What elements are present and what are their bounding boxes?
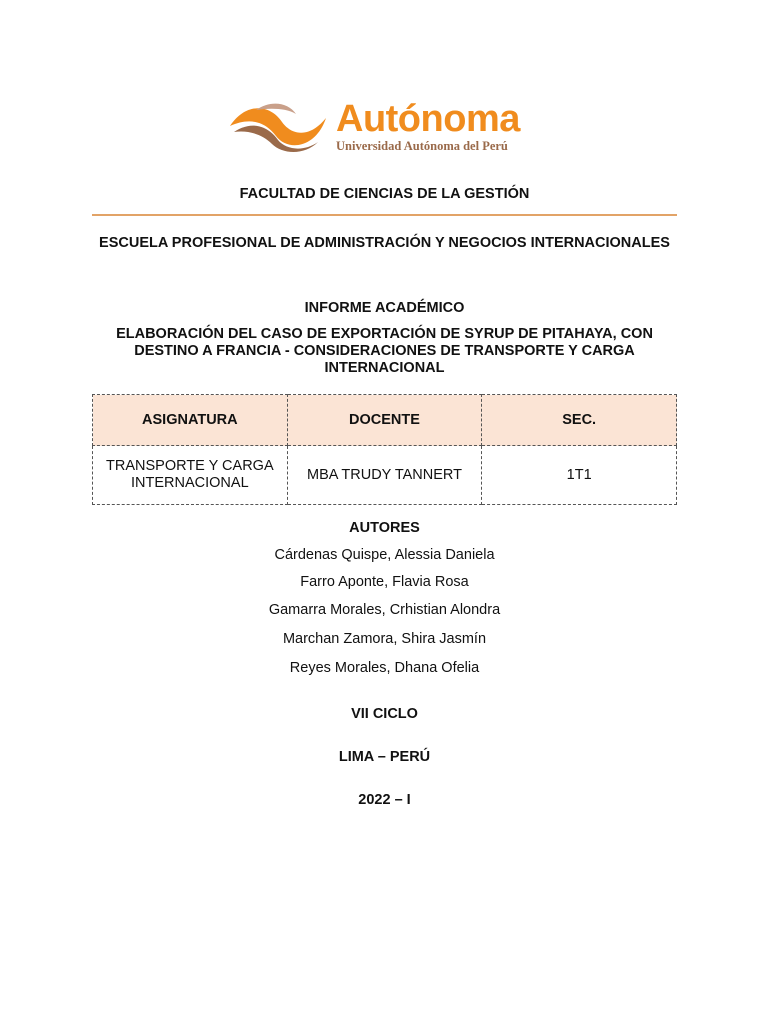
header-sec: SEC. <box>482 395 677 446</box>
autonoma-swoosh-icon <box>226 96 330 156</box>
faculty-name: FACULTAD DE CIENCIAS DE LA GESTIÓN <box>239 186 530 202</box>
author-name: Marchan Zamora, Shira Jasmín <box>282 631 487 647</box>
author-name: Farro Aponte, Flavia Rosa <box>300 574 469 590</box>
report-type: INFORME ACADÉMICO <box>304 300 465 316</box>
authors-heading: AUTORES <box>349 520 420 536</box>
author-name: Cárdenas Quispe, Alessia Daniela <box>274 547 495 563</box>
cell-docente: MBA TRUDY TANNERT <box>287 446 482 505</box>
header-divider <box>92 214 677 216</box>
academic-cycle: VII CICLO <box>351 706 418 722</box>
author-name: Reyes Morales, Dhana Ofelia <box>289 660 480 676</box>
university-logo <box>226 94 546 158</box>
logo-brand-name: Autónoma <box>336 97 520 140</box>
academic-year: 2022 – I <box>358 792 411 808</box>
cell-asignatura: TRANSPORTE Y CARGA INTERNACIONAL <box>93 446 288 505</box>
course-info-table <box>92 394 677 505</box>
logo-subtitle: Universidad Autónoma del Perú <box>336 138 508 153</box>
header-docente: DOCENTE <box>287 395 482 446</box>
city-country: LIMA – PERÚ <box>338 749 431 765</box>
table-row <box>93 446 677 505</box>
cell-sec: 1T1 <box>482 446 677 505</box>
header-asignatura: ASIGNATURA <box>93 395 288 446</box>
school-name: ESCUELA PROFESIONAL DE ADMINISTRACIÓN Y NEGOCIOS INTERNACIONALES <box>99 235 670 251</box>
table-header-row <box>93 395 677 446</box>
report-title: ELABORACIÓN DEL CASO DE EXPORTACIÓN DE SYRUP DE PITAHAYA, CON DESTINO A FRANCIA - CONSIDERACIONES DE TRANSPORTE Y CARGA INTERNACIONAL <box>116 326 653 376</box>
author-name: Gamarra Morales, Crhistian Alondra <box>268 602 501 618</box>
